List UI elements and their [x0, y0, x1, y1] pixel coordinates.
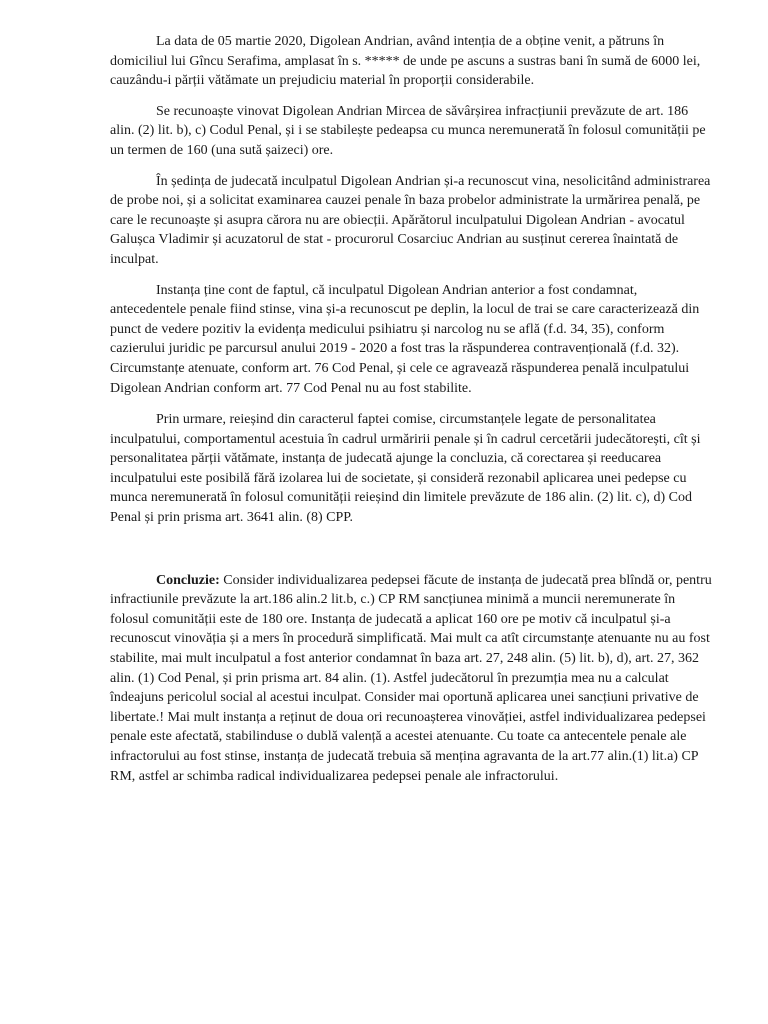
section-spacer [110, 528, 714, 571]
paragraph-circumstances: Instanța ține cont de faptul, că inculpatul Digolean Andrian anterior a fost condamnat, antecedentele penale fiind stinse, vina și-a recunoscut pe deplin, la locul de trai se care caracterizează din punct de vedere pozitiv la evidența medicului psihiatru și narcolog nu se află (f.d. 34, 35), conform cazierului juridic pe parcursul anului 2019 - 2020 a fost tras la răspunderea contravențională (f.d. 32). Circumstanțe atenuate, conform art. 76 Cod Penal, și cele ce agravează răspunderea penală inculpatului Digolean Andrian conform art. 77 Cod Penal nu au fost stabilite. [110, 282, 700, 396]
paragraph-reasoning: Prin urmare, reieșind din caracterul faptei comise, circumstanțele legate de personalitatea inculpatului, comportamentul acestuia în cadrul urmăririi penale și în cadrul cercetării judecătorești, cît și personalitatea părții vătămate, instanța de judecată ajunge la concluzia, că corectarea și reeducarea inculpatului este posibilă fără izolarea lui de societate, și consideră rezonabil aplicarea unei pedepse cu munca neremunerată în folosul comunității reieșind din limitele prevăzute de 186 alin. (2) lit. c), d) Cod Penal și prin prisma art. 3641 alin. (8) CPP. [110, 412, 701, 526]
paragraph-facts: La data de 05 martie 2020, Digolean Andrian, având intenția de a obține venit, a pătruns în domiciliul lui Gîncu Serafima, amplasat în s. ***** de unde pe ascuns a sustras bani în sumă de 6000 lei, cauzându-i părții vătămate un prejudiciu material în proporții considerabile. [110, 34, 701, 89]
paragraph-hearing: În ședința de judecată inculpatul Digolean Andrian și-a recunoscut vina, nesolicitând administrarea de probe noi, și a solicitat examinarea cauzei penale în baza probelor administrate la urmărirea penală, pe care le recunoaște și asupra cărora nu are obiecții. Apărătorul inculpatului Digolean Andrian - avocatul Galușca Vladimir și acuzatorul de stat - procurorul Cosarciuc Andrian au susținut cererea înaintată de inculpat. [110, 173, 711, 267]
conclusion-label: Concluzie: [156, 572, 220, 588]
conclusion-text: Consider individualizarea pedepsei făcute de instanța de judecată prea blîndă or, pentru infractiunile prevăzute la art.186 alin.2 lit.b, c.) CP RM sancțiunea minimă a muncii neremunerate în folosul comunității este de 180 ore. Instanța de judecată a aplicat 160 ore pe motiv că inculpatul și-a recunoscut vinovăția și a mers în procedură simplificată. Mai mult ca atît circumstanțe atenuante nu au fost stabilite, mai mult inculpatul a fost anterior condamnat în baza art. 27, 248 alin. (5) lit. b), d), art. 27, 362 alin. (1) Cod Penal, și prin prisma art. 84 alin. (1). Astfel judecătorul în prezumția mea nu a calculat îndeajuns pericolul social al acestui inculpat. Consider mai oportună aplicarea unei sancțiuni privative de libertate.! Mai mult instanța a reținut de doua ori recunoașterea vinovăției, astfel individualizarea pedepsei penale este afectată, stabilinduse o dublă valență a acestei atenuante. Cu toate ca antecentele penale ale infractorului au fost stinse, instanța de judecată trebuia să mențina agravanta de la art.77 alin.(1) lit.a) CP RM, astfel ar schimba radical individualizarea pedepsei penale ale infractorului. [110, 572, 712, 784]
paragraph-verdict: Se recunoaște vinovat Digolean Andrian Mircea de săvârșirea infracțiunii prevăzute de art. 186 alin. (2) lit. b), c) Codul Penal, și i se stabilește pedeapsa cu munca neremunerată în folosul comunității pe un termen de 160 (una sută șaizeci) ore. [110, 103, 706, 158]
document-page [110, 32, 714, 786]
paragraph-conclusion [110, 571, 714, 787]
